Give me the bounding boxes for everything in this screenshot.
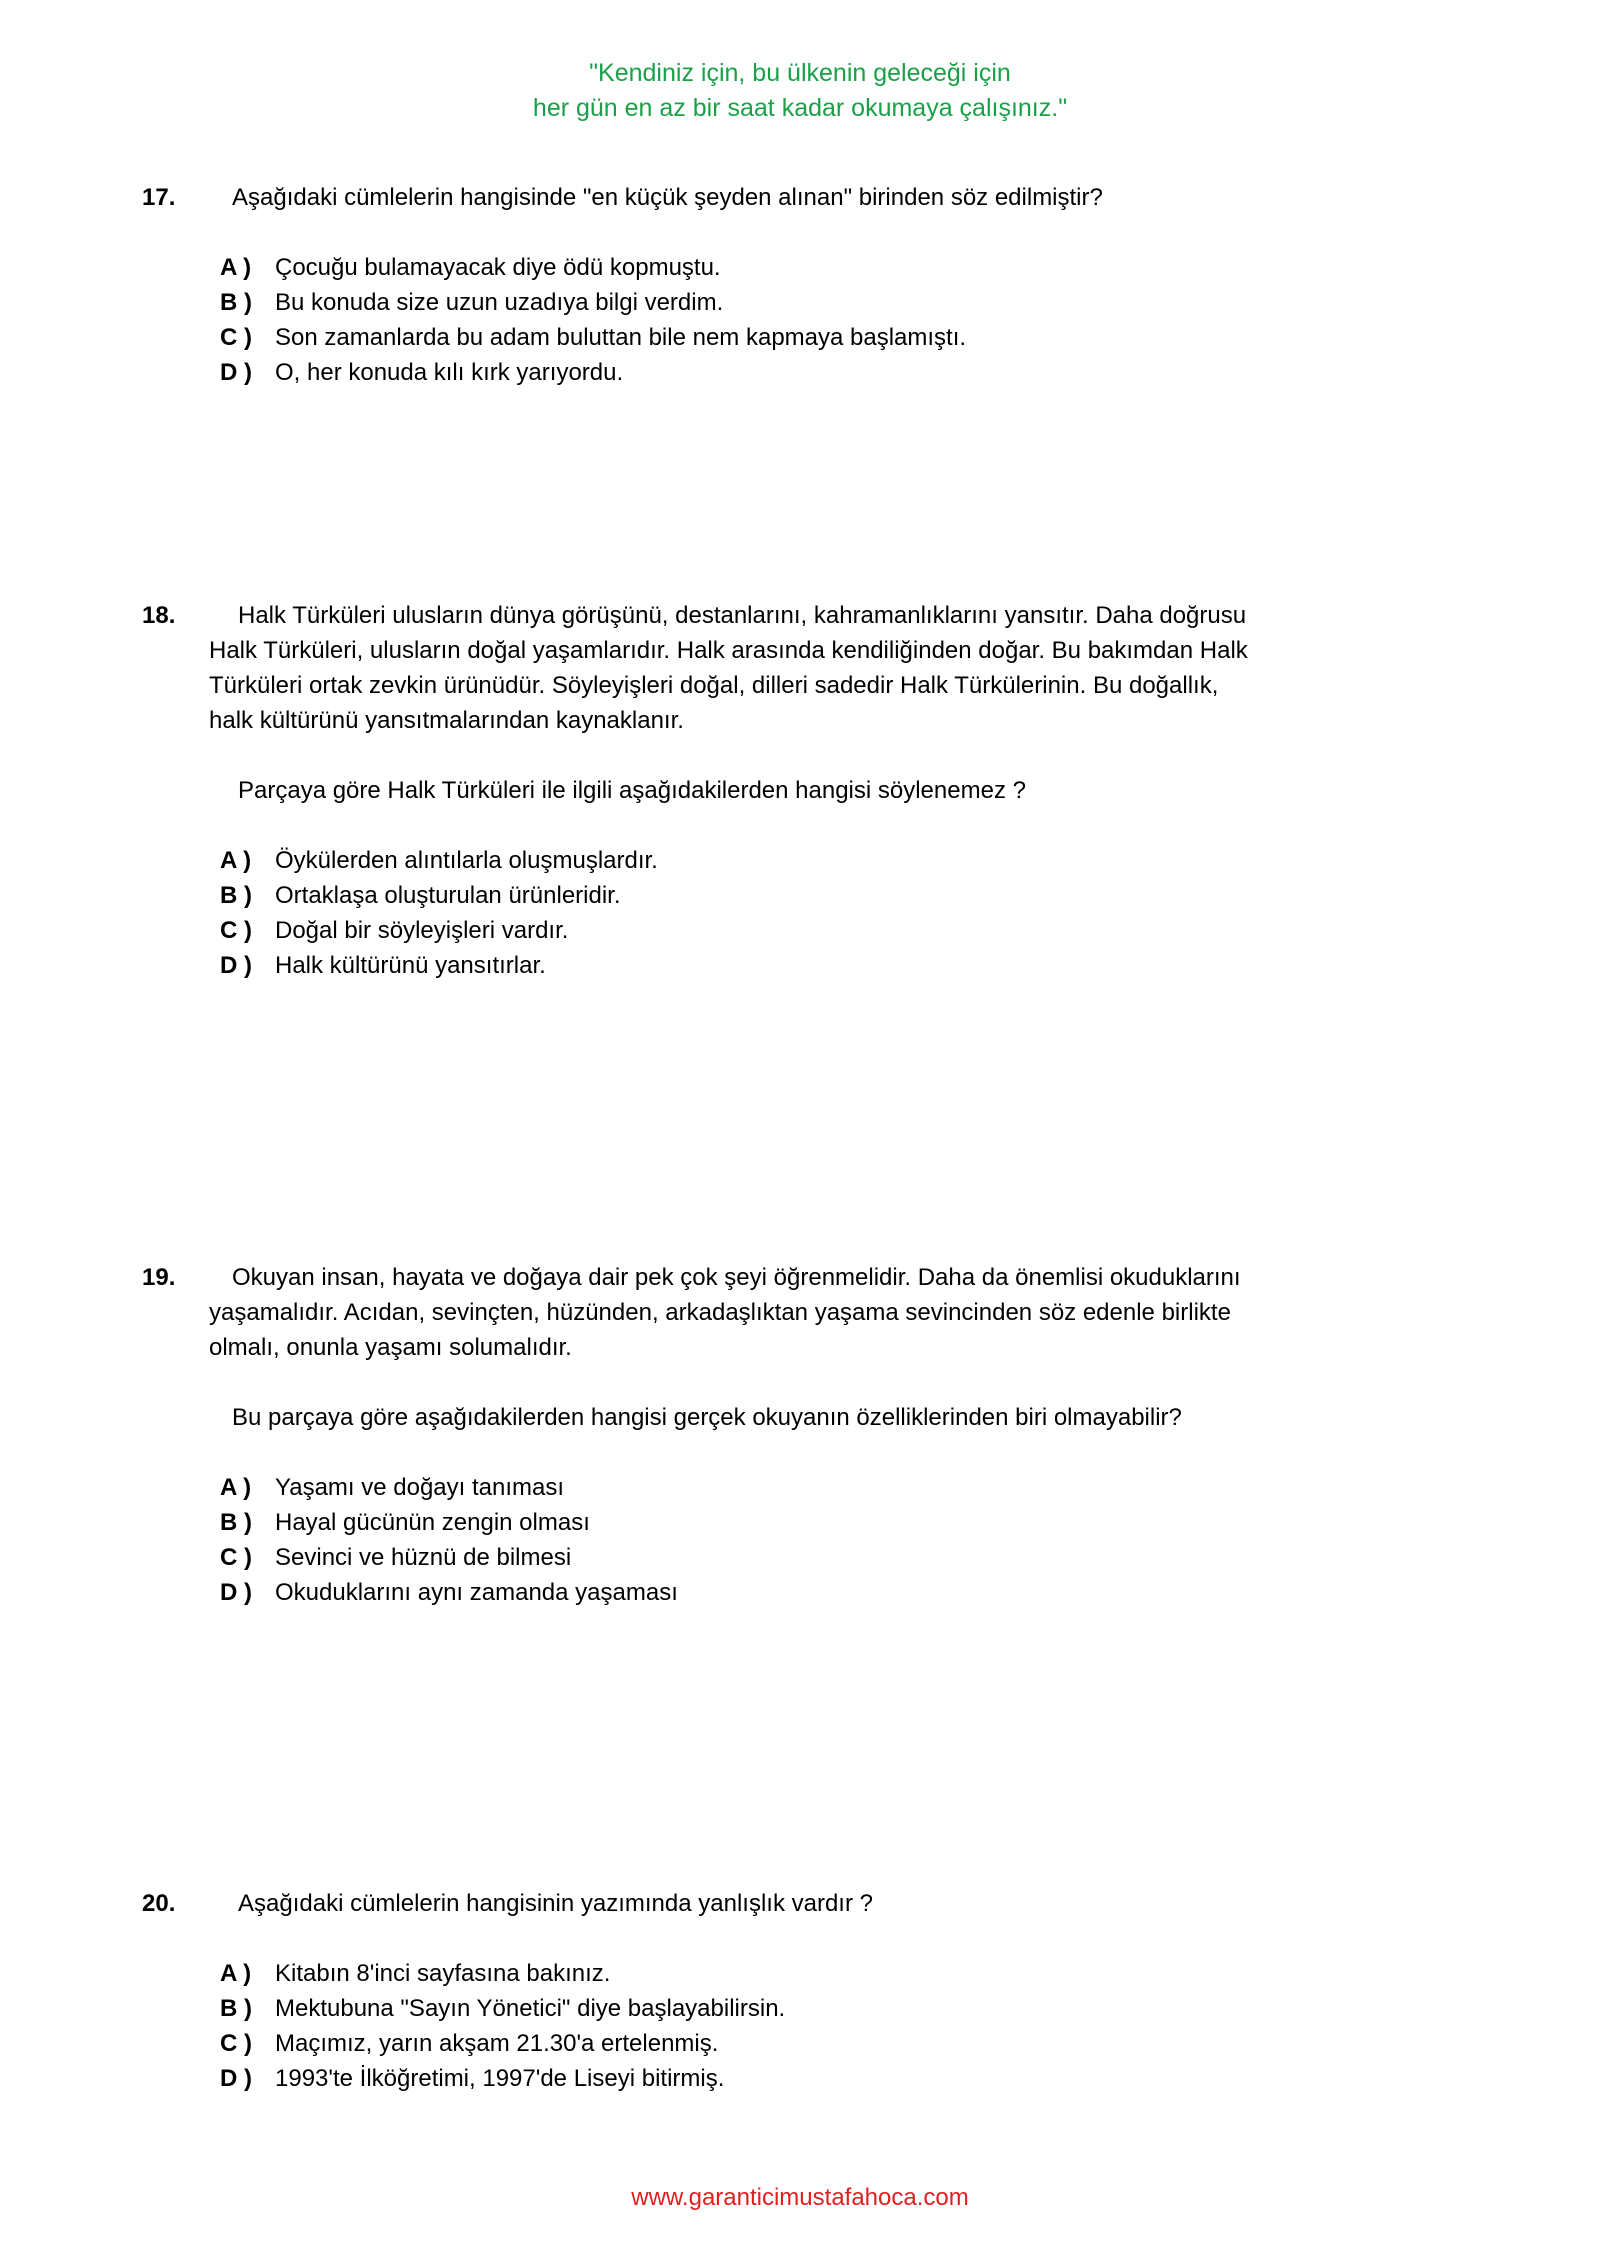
- option-text: Öykülerden alıntılarla oluşmuşlardır.: [275, 847, 658, 874]
- passage-line: Halk Türküleri ulusların dünya görüşünü, destanlarını, kahramanlıklarını yansıtır. Daha doğrusu: [238, 602, 1247, 629]
- option-text: Maçımız, yarın akşam 21.30'a ertelenmiş.: [275, 2030, 719, 2057]
- header-quote-line-2: her gün en az bir saat kadar okumaya çalışınız.": [532, 94, 1068, 122]
- option-letter: C ): [220, 1544, 252, 1571]
- option-d[interactable]: [220, 948, 1420, 983]
- option-letter: D ): [220, 1579, 252, 1606]
- option-letter: A ): [220, 1960, 252, 1987]
- option-c[interactable]: [220, 320, 1420, 355]
- option-b[interactable]: [220, 1505, 1420, 1540]
- option-letter: D ): [220, 359, 252, 386]
- passage-line: Türküleri ortak zevkin ürünüdür. Söyleyişleri doğal, dilleri sadedir Halk Türkülerinin. Bu doğallık,: [209, 672, 1219, 699]
- option-letter: A ): [220, 254, 252, 281]
- option-letter: B ): [220, 1509, 252, 1536]
- question-number: 18.: [142, 602, 176, 629]
- option-text: Doğal bir söyleyişleri vardır.: [275, 917, 569, 944]
- option-text: 1993'te İlköğretimi, 1997'de Liseyi bitirmiş.: [275, 2065, 725, 2092]
- passage-line: olmalı, onunla yaşamı solumalıdır.: [209, 1334, 572, 1361]
- option-letter: C ): [220, 324, 252, 351]
- option-c[interactable]: [220, 913, 1420, 948]
- question-text: Aşağıdaki cümlelerin hangisinde "en küçük şeyden alınan" birinden söz edilmiştir?: [232, 184, 1103, 211]
- passage-line: Okuyan insan, hayata ve doğaya dair pek çok şeyi öğrenmelidir. Daha da önemlisi okuduklarını: [232, 1264, 1241, 1291]
- passage-line: halk kültürünü yansıtmalarından kaynaklanır.: [209, 707, 684, 734]
- option-a[interactable]: [220, 250, 1420, 285]
- option-text: Çocuğu bulamayacak diye ödü kopmuştu.: [275, 254, 721, 281]
- option-letter: B ): [220, 289, 252, 316]
- option-text: Yaşamı ve doğayı tanıması: [275, 1474, 565, 1501]
- passage-line: Halk Türküleri, ulusların doğal yaşamlarıdır. Halk arasında kendiliğinden doğar. Bu bakımdan Halk: [209, 637, 1248, 664]
- option-c[interactable]: [220, 2026, 1420, 2061]
- question-text: Aşağıdaki cümlelerin hangisinin yazımında yanlışlık vardır ?: [238, 1890, 873, 1917]
- option-letter: D ): [220, 2065, 252, 2092]
- option-a[interactable]: [220, 1956, 1420, 1991]
- answer-options: [220, 1956, 1420, 2096]
- option-text: Bu konuda size uzun uzadıya bilgi verdim.: [275, 289, 724, 316]
- option-c[interactable]: [220, 1540, 1420, 1575]
- option-b[interactable]: [220, 285, 1420, 320]
- option-a[interactable]: [220, 843, 1420, 878]
- question-prompt: Bu parçaya göre aşağıdakilerden hangisi gerçek okuyanın özelliklerinden biri olmayabilir?: [232, 1404, 1182, 1431]
- option-letter: A ): [220, 1474, 252, 1501]
- option-text: Ortaklaşa oluşturulan ürünleridir.: [275, 882, 621, 909]
- option-b[interactable]: [220, 878, 1420, 913]
- question-number: 20.: [142, 1890, 176, 1917]
- answer-options: [220, 843, 1420, 983]
- option-letter: C ): [220, 2030, 252, 2057]
- answer-options: [220, 1470, 1420, 1610]
- option-text: Mektubuna "Sayın Yönetici" diye başlayabilirsin.: [275, 1995, 786, 2022]
- option-text: Sevinci ve hüznü de bilmesi: [275, 1544, 572, 1571]
- option-letter: B ): [220, 882, 252, 909]
- option-a[interactable]: [220, 1470, 1420, 1505]
- header-quote: [0, 56, 1600, 126]
- option-text: Okuduklarını aynı zamanda yaşaması: [275, 1579, 678, 1606]
- option-text: Halk kültürünü yansıtırlar.: [275, 952, 546, 979]
- footer-website-link[interactable]: www.garanticimustafahoca.com: [631, 2184, 969, 2211]
- answer-options: [220, 250, 1420, 390]
- option-b[interactable]: [220, 1991, 1420, 2026]
- option-letter: A ): [220, 847, 252, 874]
- option-letter: B ): [220, 1995, 252, 2022]
- question-number: 19.: [142, 1264, 176, 1291]
- option-text: O, her konuda kılı kırk yarıyordu.: [275, 359, 624, 386]
- passage-line: yaşamalıdır. Acıdan, sevinçten, hüzünden, arkadaşlıktan yaşama sevincinden söz edenle birlikte: [209, 1299, 1231, 1326]
- question-prompt: Parçaya göre Halk Türküleri ile ilgili aşağıdakilerden hangisi söylenemez ?: [238, 777, 1026, 804]
- option-d[interactable]: [220, 1575, 1420, 1610]
- option-text: Hayal gücünün zengin olması: [275, 1509, 590, 1536]
- option-d[interactable]: [220, 355, 1420, 390]
- option-d[interactable]: [220, 2061, 1420, 2096]
- option-letter: C ): [220, 917, 252, 944]
- option-text: Son zamanlarda bu adam buluttan bile nem kapmaya başlamıştı.: [275, 324, 967, 351]
- header-quote-line-1: "Kendiniz için, bu ülkenin geleceği için: [589, 59, 1011, 87]
- question-number: 17.: [142, 184, 176, 211]
- option-letter: D ): [220, 952, 252, 979]
- option-text: Kitabın 8'inci sayfasına bakınız.: [275, 1960, 611, 1987]
